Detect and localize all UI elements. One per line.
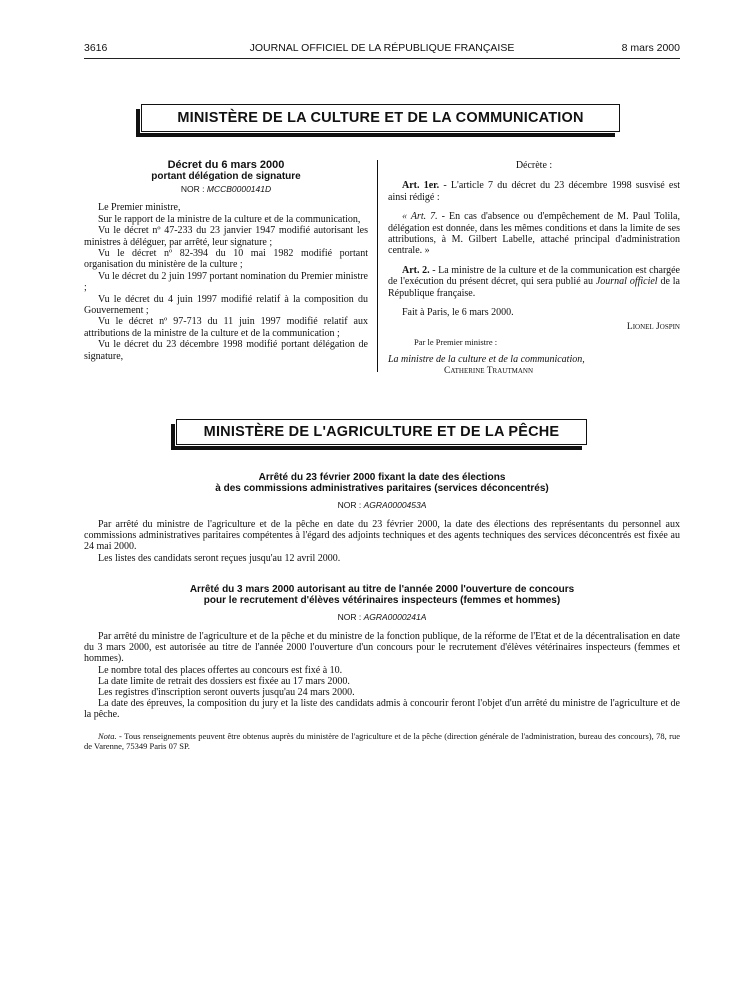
decree-title <box>84 160 368 182</box>
article-1-label: Art. 1er. <box>402 180 440 192</box>
visas-list <box>84 202 368 362</box>
arrete-1-title-line-2: à des commissions administratives paritaires (services déconcentrés) <box>215 483 549 494</box>
visa-paragraph: Le Premier ministre, <box>98 202 181 214</box>
arrete-2-title-line-2: pour le recrutement d'élèves vétérinaires inspecteurs (femmes et hommes) <box>203 595 561 606</box>
article-7-label: « Art. 7. <box>402 211 438 223</box>
journal-title: JOURNAL OFFICIEL DE LA RÉPUBLIQUE FRANÇAISE <box>249 42 515 54</box>
nor-code: MCCB0000141D <box>206 184 272 194</box>
article-1-text: - L'article 7 du décret du 23 décembre 1998 susvisé est ainsi rédigé : <box>388 180 680 203</box>
signatory-name: Lionel Jospin <box>626 322 680 333</box>
decree-nor <box>84 184 368 195</box>
nota-block <box>84 731 680 751</box>
arrete-2-paragraph: Les registres d'inscription seront ouverts jusqu'au 24 mars 2000. <box>98 687 355 699</box>
article-1 <box>388 180 680 203</box>
arrete-2-title <box>84 584 680 606</box>
visa-paragraph: Vu le décret du 23 décembre 1998 modifié portant délégation de signature, <box>84 339 368 362</box>
arrete-2-nor <box>84 612 680 622</box>
arrete-1-title <box>84 472 680 494</box>
header-rule <box>84 58 680 59</box>
arrete-1-nor <box>84 500 680 510</box>
arrete-1-paragraph: Les listes des candidats seront reçues jusqu'au 12 avril 2000. <box>98 552 341 564</box>
arrete-1-nor-label: NOR : <box>337 500 362 510</box>
article-2 <box>388 265 680 299</box>
nota-text: - Tous renseignements peuvent être obtenus auprès du ministère de l'agriculture et de la pêche (direction générale de l'administration, bureau des concours), 78, rue de Varenne, 75349 Paris 07 SP. <box>84 731 680 751</box>
arrete-2-title-line-1: Arrêté du 3 mars 2000 autorisant au titre de l'année 2000 l'ouverture de concours <box>189 584 575 595</box>
article-2-text-a: - La ministre de la culture et de la communication est chargée de l'exécution du présent décret, qui sera publié au <box>388 264 680 288</box>
minister-name: Catherine Trautmann <box>444 365 534 376</box>
article-2-journal: Journal officiel <box>595 276 658 288</box>
decree-title-line-2: portant délégation de signature <box>151 171 301 182</box>
visa-paragraph: Vu le décret nº 97-713 du 11 juin 1997 modifié relatif aux attributions de la ministre de la culture et de la communication ; <box>84 316 368 339</box>
arrete-2-paragraph: La date des épreuves, la composition du jury et la liste des candidats admis à concourir feront l'objet d'un arrêté du ministre de l'agriculture et de la pêche. <box>84 698 680 721</box>
visa-paragraph: Vu le décret du 4 juin 1997 modifié relatif à la composition du Gouvernement ; <box>84 293 368 317</box>
nota-label: Nota. <box>98 731 117 741</box>
arrete-2-paragraph: La date limite de retrait des dossiers est fixée au 17 mars 2000. <box>98 675 350 687</box>
fait-a-paris: Fait à Paris, le 6 mars 2000. <box>402 307 514 319</box>
arrete-2-nor-code: AGRA0000241A <box>363 612 427 622</box>
article-7-text: - En cas d'absence ou d'empêchement de M. Paul Tolila, délégation est donnée, dans les mêmes conditions et dans la limite de ses attributions, à M. Gilbert Labelle, attaché principal d'administration centrale. » <box>388 211 680 257</box>
ministry-heading-culture <box>141 104 620 132</box>
ministry-heading-agriculture <box>176 419 587 445</box>
arrete-1-nor-code: AGRA0000453A <box>363 500 427 510</box>
arrete-1-body <box>84 519 680 564</box>
par-premier-ministre: Par le Premier ministre : <box>414 336 498 347</box>
decree-left-column <box>84 160 368 362</box>
arrete-1-title-line-1: Arrêté du 23 février 2000 fixant la date des élections <box>258 472 506 483</box>
article-2-label: Art. 2. <box>402 264 430 276</box>
article-2-text-b: de la République française. <box>388 276 680 299</box>
column-divider <box>377 160 378 372</box>
visa-paragraph: Vu le décret nº 82-394 du 10 mai 1982 modifié portant organisation du ministère de la culture ; <box>84 248 368 271</box>
arrete-2-paragraph: Le nombre total des places offertes au concours est fixé à 10. <box>98 664 343 676</box>
arrete-2-paragraph: Par arrêté du ministre de l'agriculture et de la pêche et du ministre de la fonction publique, de la réforme de l'Etat et de la décentralisation en date du 3 mars 2000, est autorisée au titre de l'année 2000 l'ouverture d'un concours pour le recrutement d'élèves vétérinaires inspecteurs (femmes et hommes). <box>84 631 680 665</box>
visa-paragraph: Sur le rapport de la ministre de la culture et de la communication, <box>98 213 361 225</box>
ministry-heading-agriculture-text: MINISTÈRE DE L'AGRICULTURE ET DE LA PÊCHE <box>203 424 560 440</box>
arrete-1-paragraph: Par arrêté du ministre de l'agriculture et de la pêche en date du 23 février 2000, la date des élections des représentants du personnel aux commissions administratives paritaires compétentes à l'égard des adjoints techniques et des agents techniques des services déconcentrés est fixée au 24 mai 2000. <box>84 519 680 553</box>
decree-title-line-1: Décret du 6 mars 2000 <box>167 159 285 171</box>
visa-paragraph: Vu le décret nº 47-233 du 23 janvier 1947 modifié autorisant les ministres à déléguer, par arrêté, leur signature ; <box>84 225 368 248</box>
nor-label: NOR : <box>180 184 205 194</box>
ministry-heading-culture-text: MINISTÈRE DE LA CULTURE ET DE LA COMMUNICATION <box>177 110 584 126</box>
article-7-quote <box>388 211 680 257</box>
arrete-2-nor-label: NOR : <box>337 612 362 622</box>
decrete-heading: Décrète : <box>515 160 553 171</box>
issue-date: 8 mars 2000 <box>621 42 680 54</box>
decree-right-column <box>388 160 680 377</box>
visa-paragraph: Vu le décret du 2 juin 1997 portant nomination du Premier ministre ; <box>84 270 368 294</box>
page-number: 3616 <box>84 42 108 54</box>
minister-role: La ministre de la culture et de la communication, <box>388 354 585 366</box>
arrete-2-body <box>84 631 680 721</box>
